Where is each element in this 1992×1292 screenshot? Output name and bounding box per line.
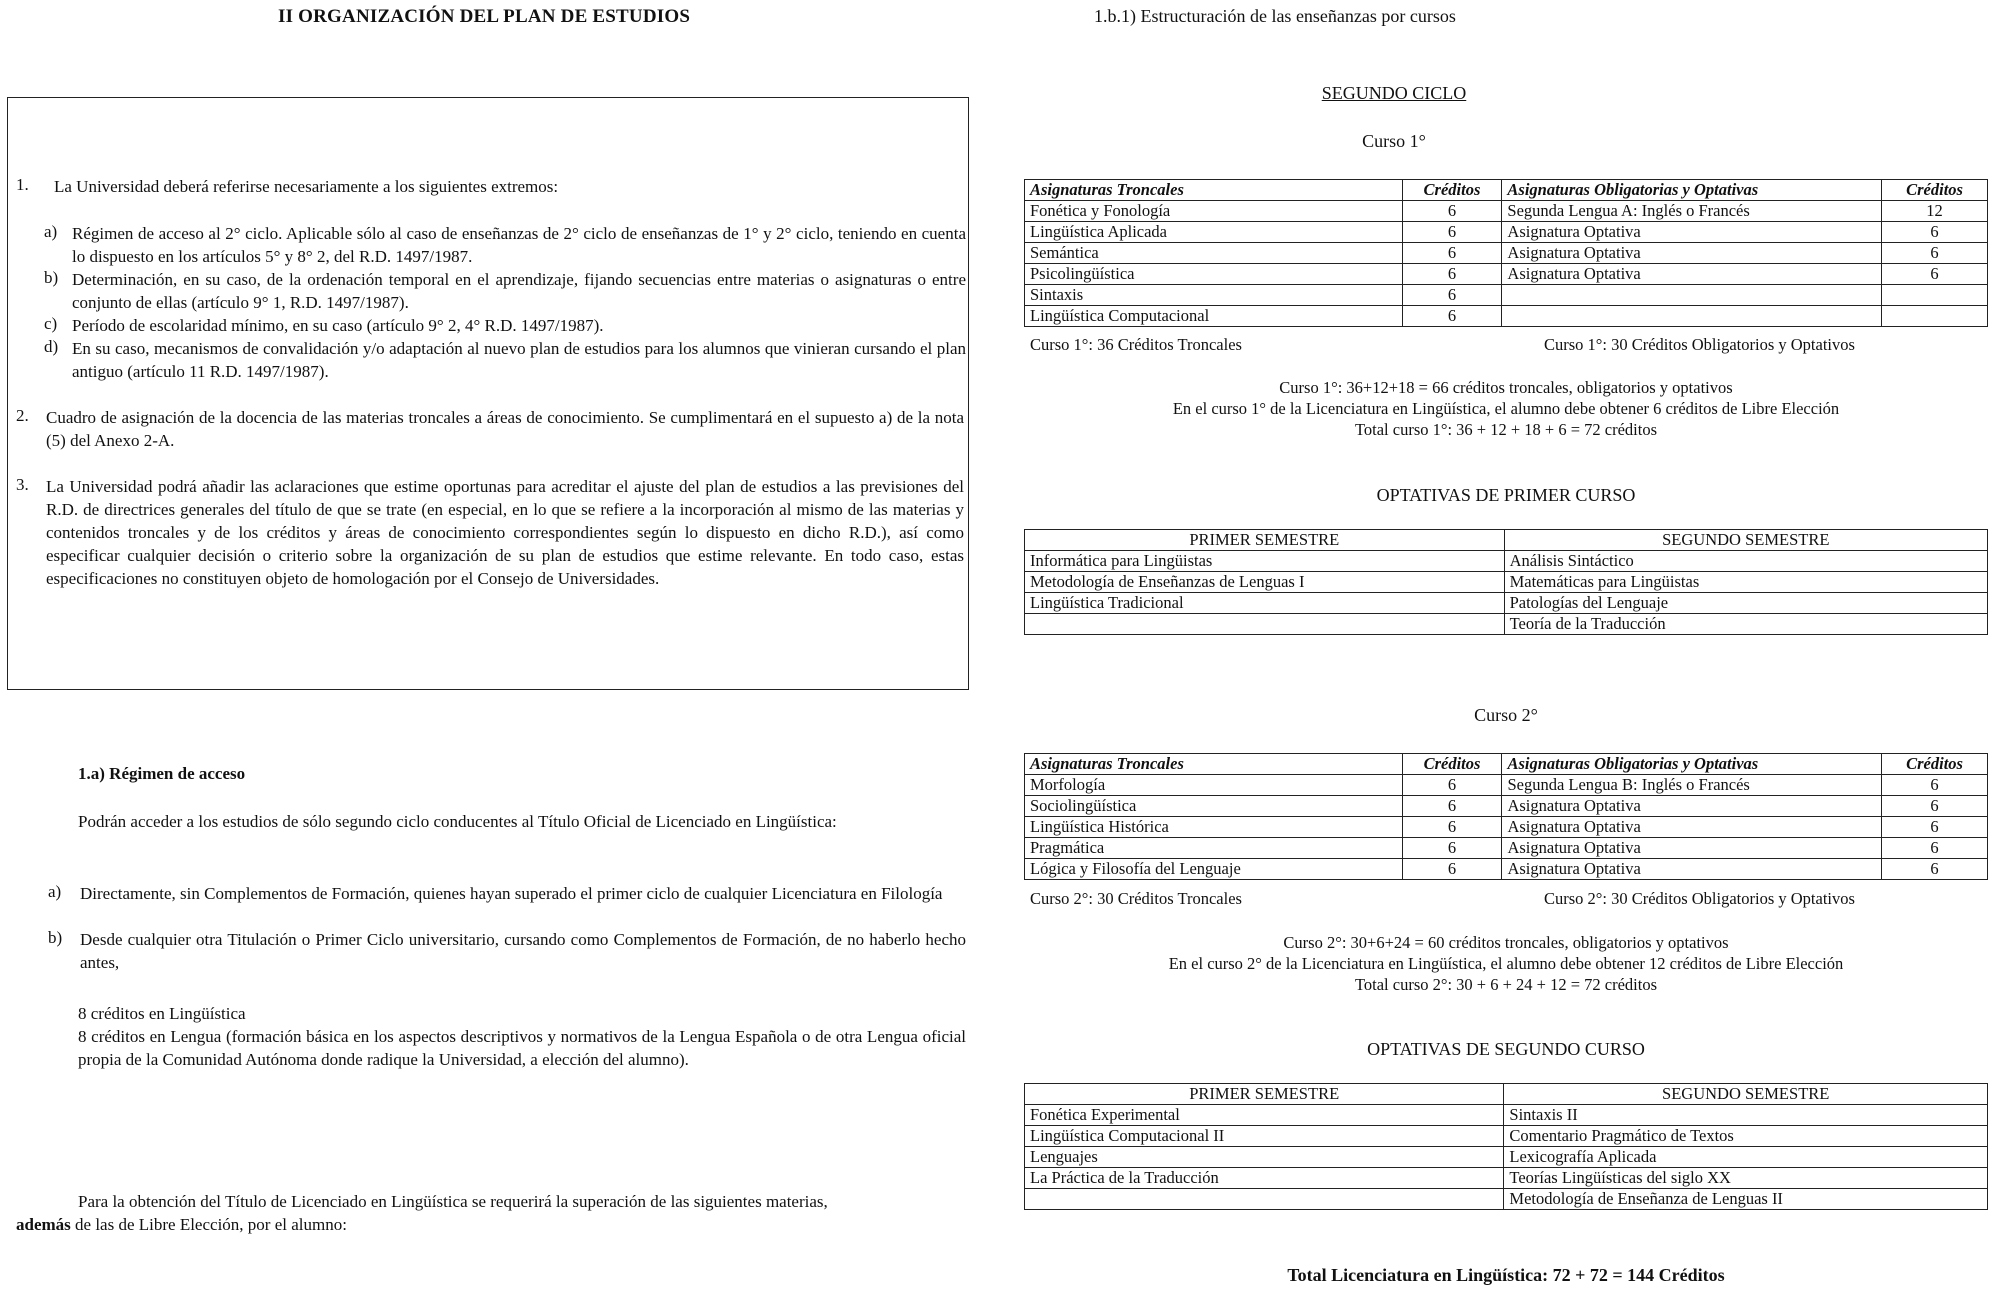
summary-line: En el curso 2° de la Licenciatura en Lingüística, el alumno debe obtener 12 créditos de Libre Elección xyxy=(1168,954,1844,973)
cell: 6 xyxy=(1882,243,1988,264)
curso1-foot-left: Curso 1°: 36 Créditos Troncales xyxy=(1030,335,1242,354)
cell: Metodología de Enseñanzas de Lenguas I xyxy=(1025,572,1505,593)
cell: 6 xyxy=(1882,796,1988,817)
cell: Metodología de Enseñanza de Lenguas II xyxy=(1504,1189,1988,1210)
table-row xyxy=(1025,859,1988,880)
instructions-box xyxy=(7,97,969,690)
table-row xyxy=(1025,306,1988,327)
cell xyxy=(1882,285,1988,306)
item-text: Período de escolaridad mínimo, en su caso (artículo 9° 2, 4° R.D. 1497/1987). xyxy=(72,316,604,335)
cell: Fonética y Fonología xyxy=(1025,201,1403,222)
item-number: 2. xyxy=(16,406,29,425)
table-row xyxy=(1025,614,1988,635)
cell xyxy=(1025,1189,1504,1210)
credit-line-2: 8 créditos en Lengua (formación básica en los aspectos descriptivos y normativos de la Lengua Española o de otra Lengua oficial propia de la Comunidad Autónoma donde radique la Universidad, a elección del alumno). xyxy=(78,1027,966,1069)
item-text: Desde cualquier otra Titulación o Primer Ciclo universitario, cursando como Complementos de Formación, de no haberlo hecho antes, xyxy=(80,930,966,972)
cycle-title: SEGUNDO CICLO xyxy=(1321,83,1467,103)
cell: Lenguajes xyxy=(1025,1147,1504,1168)
item-text: Cuadro de asignación de la docencia de las materias troncales a áreas de conocimiento. Se cumplimentará en el supuesto a) de la nota (5) del Anexo 2-A. xyxy=(46,408,964,450)
cell: Matemáticas para Lingüistas xyxy=(1504,572,1987,593)
curso2-table xyxy=(1024,753,1988,880)
cell: Análisis Sintáctico xyxy=(1504,551,1987,572)
curso2-foot-right: Curso 2°: 30 Créditos Obligatorios y Optativos xyxy=(1544,889,1855,908)
curso1-summary xyxy=(1024,377,1988,440)
cell: 6 xyxy=(1882,264,1988,285)
cell: 6 xyxy=(1402,243,1502,264)
table-row xyxy=(1025,775,1988,796)
cell xyxy=(1025,614,1505,635)
closing-paragraph xyxy=(16,1190,966,1236)
table-header-row xyxy=(1025,180,1988,201)
item-text: Determinación, en su caso, de la ordenación temporal en el aprendizaje, fijando secuencias entre materias o asignaturas o entre conjunto de ellas (artículo 9° 1, R.D. 1497/1987). xyxy=(72,270,966,312)
col-header: Créditos xyxy=(1882,180,1988,201)
cell: 6 xyxy=(1882,817,1988,838)
item-letter: c) xyxy=(44,314,58,333)
table-row xyxy=(1025,572,1988,593)
table-row xyxy=(1025,1189,1988,1210)
col-header: PRIMER SEMESTRE xyxy=(1025,530,1505,551)
col-header: Asignaturas Obligatorias y Optativas xyxy=(1502,180,1882,201)
curso1-table xyxy=(1024,179,1988,327)
opt1-table xyxy=(1024,529,1988,635)
cell: Teoría de la Traducción xyxy=(1504,614,1987,635)
cell: 6 xyxy=(1402,838,1502,859)
table-header-row xyxy=(1025,530,1988,551)
cell: Lingüística Histórica xyxy=(1025,817,1403,838)
col-header: PRIMER SEMESTRE xyxy=(1025,1084,1504,1105)
cell xyxy=(1882,306,1988,327)
item-text: La Universidad podrá añadir las aclaraciones que estime oportunas para acreditar el ajuste del plan de estudios a las previsiones del R.D. de directrices generales del título de que se trate (en especial, en lo que se refiere a la incorporación al mismo de las materias y contenidos troncales y de los créditos y áreas de conocimiento correspondientes según lo dispuesto en dicho R.D.), así como especificar cualquier decisión o criterio sobre la organización de su plan de estudios que estime relevante. En todo caso, estas especificaciones no constituyen objeto de homologación por el Consejo de Universidades. xyxy=(46,477,964,588)
cell: Sociolingüística xyxy=(1025,796,1403,817)
table-row xyxy=(1025,285,1988,306)
opt2-table xyxy=(1024,1083,1988,1210)
table-row xyxy=(1025,1168,1988,1189)
col-header: SEGUNDO SEMESTRE xyxy=(1504,530,1987,551)
cell: Lingüística Tradicional xyxy=(1025,593,1505,614)
cell: Teorías Lingüísticas del siglo XX xyxy=(1504,1168,1988,1189)
cell: Semántica xyxy=(1025,243,1403,264)
cell: Sintaxis xyxy=(1025,285,1403,306)
cell: 6 xyxy=(1402,775,1502,796)
left-page-title: II ORGANIZACIÓN DEL PLAN DE ESTUDIOS xyxy=(278,6,691,27)
item-letter: a) xyxy=(44,222,58,241)
item-number: 3. xyxy=(16,475,29,494)
cell: 6 xyxy=(1882,859,1988,880)
cell: Comentario Pragmático de Textos xyxy=(1504,1126,1988,1147)
access-intro: Podrán acceder a los estudios de sólo segundo ciclo conducentes al Título Oficial de Licenciado en Lingüística: xyxy=(78,812,837,831)
curso1-foot-right: Curso 1°: 30 Créditos Obligatorios y Optativos xyxy=(1544,335,1855,354)
summary-line: Curso 2°: 30+6+24 = 60 créditos troncales, obligatorios y optativos xyxy=(1283,933,1729,952)
table-row xyxy=(1025,222,1988,243)
cell: Lingüística Computacional II xyxy=(1025,1126,1504,1147)
cell: Asignatura Optativa xyxy=(1502,817,1882,838)
table-header-row xyxy=(1025,754,1988,775)
curso1-heading: Curso 1° xyxy=(1362,131,1426,151)
cell: Lingüística Aplicada xyxy=(1025,222,1403,243)
cell: Asignatura Optativa xyxy=(1502,243,1882,264)
curso2-heading: Curso 2° xyxy=(1474,705,1538,725)
table-row xyxy=(1025,243,1988,264)
closing-line-2 xyxy=(16,1213,966,1236)
cell: 6 xyxy=(1402,306,1502,327)
summary-line: Total curso 1°: 36 + 12 + 18 + 6 = 72 créditos xyxy=(1354,420,1658,439)
cell: Asignatura Optativa xyxy=(1502,859,1882,880)
item-text: La Universidad deberá referirse necesariamente a los siguientes extremos: xyxy=(54,177,559,196)
table-row xyxy=(1025,1105,1988,1126)
col-header: Asignaturas Troncales xyxy=(1025,180,1403,201)
cell: Lógica y Filosofía del Lenguaje xyxy=(1025,859,1403,880)
cell: Fonética Experimental xyxy=(1025,1105,1504,1126)
cell: Asignatura Optativa xyxy=(1502,838,1882,859)
cell xyxy=(1502,285,1882,306)
item-number: 1. xyxy=(16,175,29,194)
table-row xyxy=(1025,201,1988,222)
opt1-heading: OPTATIVAS DE PRIMER CURSO xyxy=(1376,485,1636,505)
cell: Psicolingüística xyxy=(1025,264,1403,285)
closing-bold: además xyxy=(16,1215,71,1234)
closing-rest: de las de Libre Elección, por el alumno: xyxy=(70,1215,347,1234)
cell: Segunda Lengua B: Inglés o Francés xyxy=(1502,775,1882,796)
cell: Asignatura Optativa xyxy=(1502,264,1882,285)
cell: 6 xyxy=(1882,838,1988,859)
col-header: Créditos xyxy=(1402,180,1502,201)
cell: 6 xyxy=(1402,222,1502,243)
credit-line-1: 8 créditos en Lingüística xyxy=(78,1004,246,1023)
cell: 6 xyxy=(1402,264,1502,285)
col-header: SEGUNDO SEMESTRE xyxy=(1504,1084,1988,1105)
item-letter: d) xyxy=(44,337,59,356)
table-header-row xyxy=(1025,1084,1988,1105)
summary-line: En el curso 1° de la Licenciatura en Lingüística, el alumno debe obtener 6 créditos de Libre Elección xyxy=(1172,399,1840,418)
cell: Asignatura Optativa xyxy=(1502,796,1882,817)
item-text: Régimen de acceso al 2° ciclo. Aplicable sólo al caso de enseñanzas de 2° ciclo de enseñanzas de 1° y 2° ciclo, teniendo en cuenta lo dispuesto en los artículos 5° y 8° 2, del R.D. 1497/1987. xyxy=(72,224,966,266)
opt2-heading: OPTATIVAS DE SEGUNDO CURSO xyxy=(1367,1039,1645,1059)
table-row xyxy=(1025,796,1988,817)
cell: Lingüística Computacional xyxy=(1025,306,1403,327)
item-letter: a) xyxy=(48,882,62,901)
item-letter: b) xyxy=(48,928,63,947)
cell: 6 xyxy=(1402,859,1502,880)
item-text: Directamente, sin Complementos de Formación, quienes hayan superado el primer ciclo de cualquier Licenciatura en Filología xyxy=(80,884,943,903)
item-letter: b) xyxy=(44,268,59,287)
table-row xyxy=(1025,264,1988,285)
cell: 6 xyxy=(1882,775,1988,796)
table-row xyxy=(1025,1147,1988,1168)
summary-line: Total curso 2°: 30 + 6 + 24 + 12 = 72 créditos xyxy=(1354,975,1658,994)
table-row xyxy=(1025,551,1988,572)
col-header: Créditos xyxy=(1402,754,1502,775)
cell: La Práctica de la Traducción xyxy=(1025,1168,1504,1189)
cell xyxy=(1502,306,1882,327)
col-header: Asignaturas Obligatorias y Optativas xyxy=(1502,754,1882,775)
cell: 6 xyxy=(1402,285,1502,306)
closing-line-1: Para la obtención del Título de Licenciado en Lingüística se requerirá la superación de las siguientes materias, xyxy=(78,1192,828,1211)
section-title: 1.a) Régimen de acceso xyxy=(78,764,246,783)
right-page-title: 1.b.1) Estructuración de las enseñanzas por cursos xyxy=(1094,6,1456,26)
table-row xyxy=(1025,1126,1988,1147)
cell: 6 xyxy=(1402,201,1502,222)
table-row xyxy=(1025,838,1988,859)
cell: 6 xyxy=(1402,796,1502,817)
col-header: Asignaturas Troncales xyxy=(1025,754,1403,775)
cell: Pragmática xyxy=(1025,838,1403,859)
curso2-foot-left: Curso 2°: 30 Créditos Troncales xyxy=(1030,889,1242,908)
table-row xyxy=(1025,817,1988,838)
cell: Patologías del Lenguaje xyxy=(1504,593,1987,614)
cell: 6 xyxy=(1882,222,1988,243)
curso2-summary xyxy=(1024,932,1988,995)
cell: 6 xyxy=(1402,817,1502,838)
cell: Lexicografía Aplicada xyxy=(1504,1147,1988,1168)
item-text: En su caso, mecanismos de convalidación y/o adaptación al nuevo plan de estudios para los alumnos que vinieran cursando el plan antiguo (artículo 11 R.D. 1497/1987). xyxy=(72,339,966,381)
cell: Sintaxis II xyxy=(1504,1105,1988,1126)
grand-total: Total Licenciatura en Lingüística: 72 + 72 = 144 Créditos xyxy=(1287,1265,1725,1285)
table-row xyxy=(1025,593,1988,614)
cell: Asignatura Optativa xyxy=(1502,222,1882,243)
cell: Segunda Lengua A: Inglés o Francés xyxy=(1502,201,1882,222)
cell: Morfología xyxy=(1025,775,1403,796)
col-header: Créditos xyxy=(1882,754,1988,775)
summary-line: Curso 1°: 36+12+18 = 66 créditos troncales, obligatorios y optativos xyxy=(1279,378,1733,397)
cell: Informática para Lingüistas xyxy=(1025,551,1505,572)
cell: 12 xyxy=(1882,201,1988,222)
